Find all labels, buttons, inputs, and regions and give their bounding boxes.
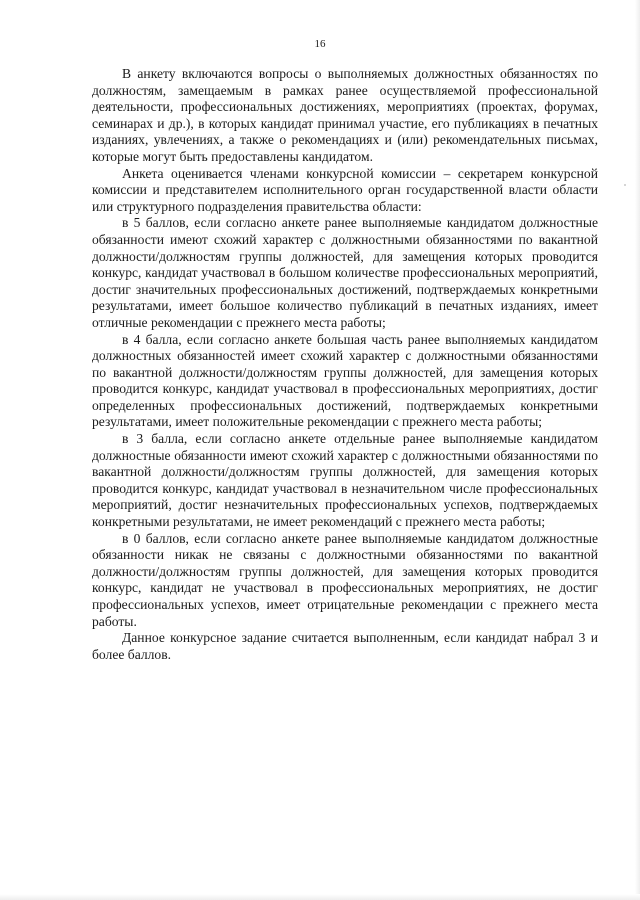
scan-edge-shadow xyxy=(635,0,640,900)
scan-bottom-shadow xyxy=(0,894,640,900)
page-number: 16 xyxy=(314,38,326,50)
paragraph-completion-rule: Данное конкурсное задание считается выполненным, если кандидат набрал 3 и более баллов. xyxy=(92,630,598,662)
paragraph-questionnaire-contents: В анкету включаются вопросы о выполняемых должностных обязанностях по должностям, замещаемым в рамках ранее осуществляемой профессиональной деятельности, профессиональных достижениях, мероприятиях (проектах, форумах, семинарах и др.), в которых кандидат принимал участие, его публикациях в печатных изданиях, увлечениях, а также о рекомендациях и (или) рекомендательных письмах, которые могут быть предоставлены кандидатом. xyxy=(92,66,598,164)
paragraph-score-5: в 5 баллов, если согласно анкете ранее выполняемые кандидатом должностные обязанности имеют схожий характер с должностными обязанностями по вакантной должности/должностям группы должностей, для замещения которых проводится конкурс, кандидат участвовал в большом количестве профессиональных мероприятий, достиг значительных профессиональных достижений, подтверждаемых конкретными результатами, имеет большое количество публикаций в печатных изданиях, имеет отличные рекомендации с прежнего места работы; xyxy=(92,215,598,330)
paragraph-score-4: в 4 балла, если согласно анкете большая часть ранее выполняемых кандидатом должностных обязанностей имеет схожий характер с должностными обязанностями по вакантной должности/должностям группы должностей, для замещения которых проводится конкурс, кандидат участвовал в профессиональных мероприятиях, достиг определенных профессиональных достижений, подтверждаемых конкретными результатами, имеет положительные рекомендации с прежнего места работы; xyxy=(92,331,598,430)
paragraph-score-0: в 0 баллов, если согласно анкете ранее выполняемые кандидатом должностные обязанности никак не связаны с должностными обязанностями по вакантной должности/должностям группы должностей, для замещения которых проводится конкурс, кандидат не участвовал в профессиональных мероприятиях, не достиг профессиональных успехов, имеет отрицательные рекомендации с прежнего места работы. xyxy=(92,530,598,629)
paragraph-evaluation-intro: Анкета оценивается членами конкурсной комиссии – секретарем конкурсной комиссии и представителем исполнительного орган государственной власти области или структурного подразделения правительства области: xyxy=(92,165,598,214)
scan-speck xyxy=(624,184,626,186)
paragraph-score-3: в 3 балла, если согласно анкете отдельные ранее выполняемые кандидатом должностные обязанности имеют схожий характер с должностными обязанностями по вакантной должности/должностям группы должностей, для замещения которых проводится конкурс, кандидат участвовал в незначительном числе профессиональных мероприятий, достиг незначительных профессиональных успехов, подтверждаемых конкретными результатами, не имеет рекомендаций с прежнего места работы; xyxy=(92,431,598,530)
document-body xyxy=(92,66,598,663)
